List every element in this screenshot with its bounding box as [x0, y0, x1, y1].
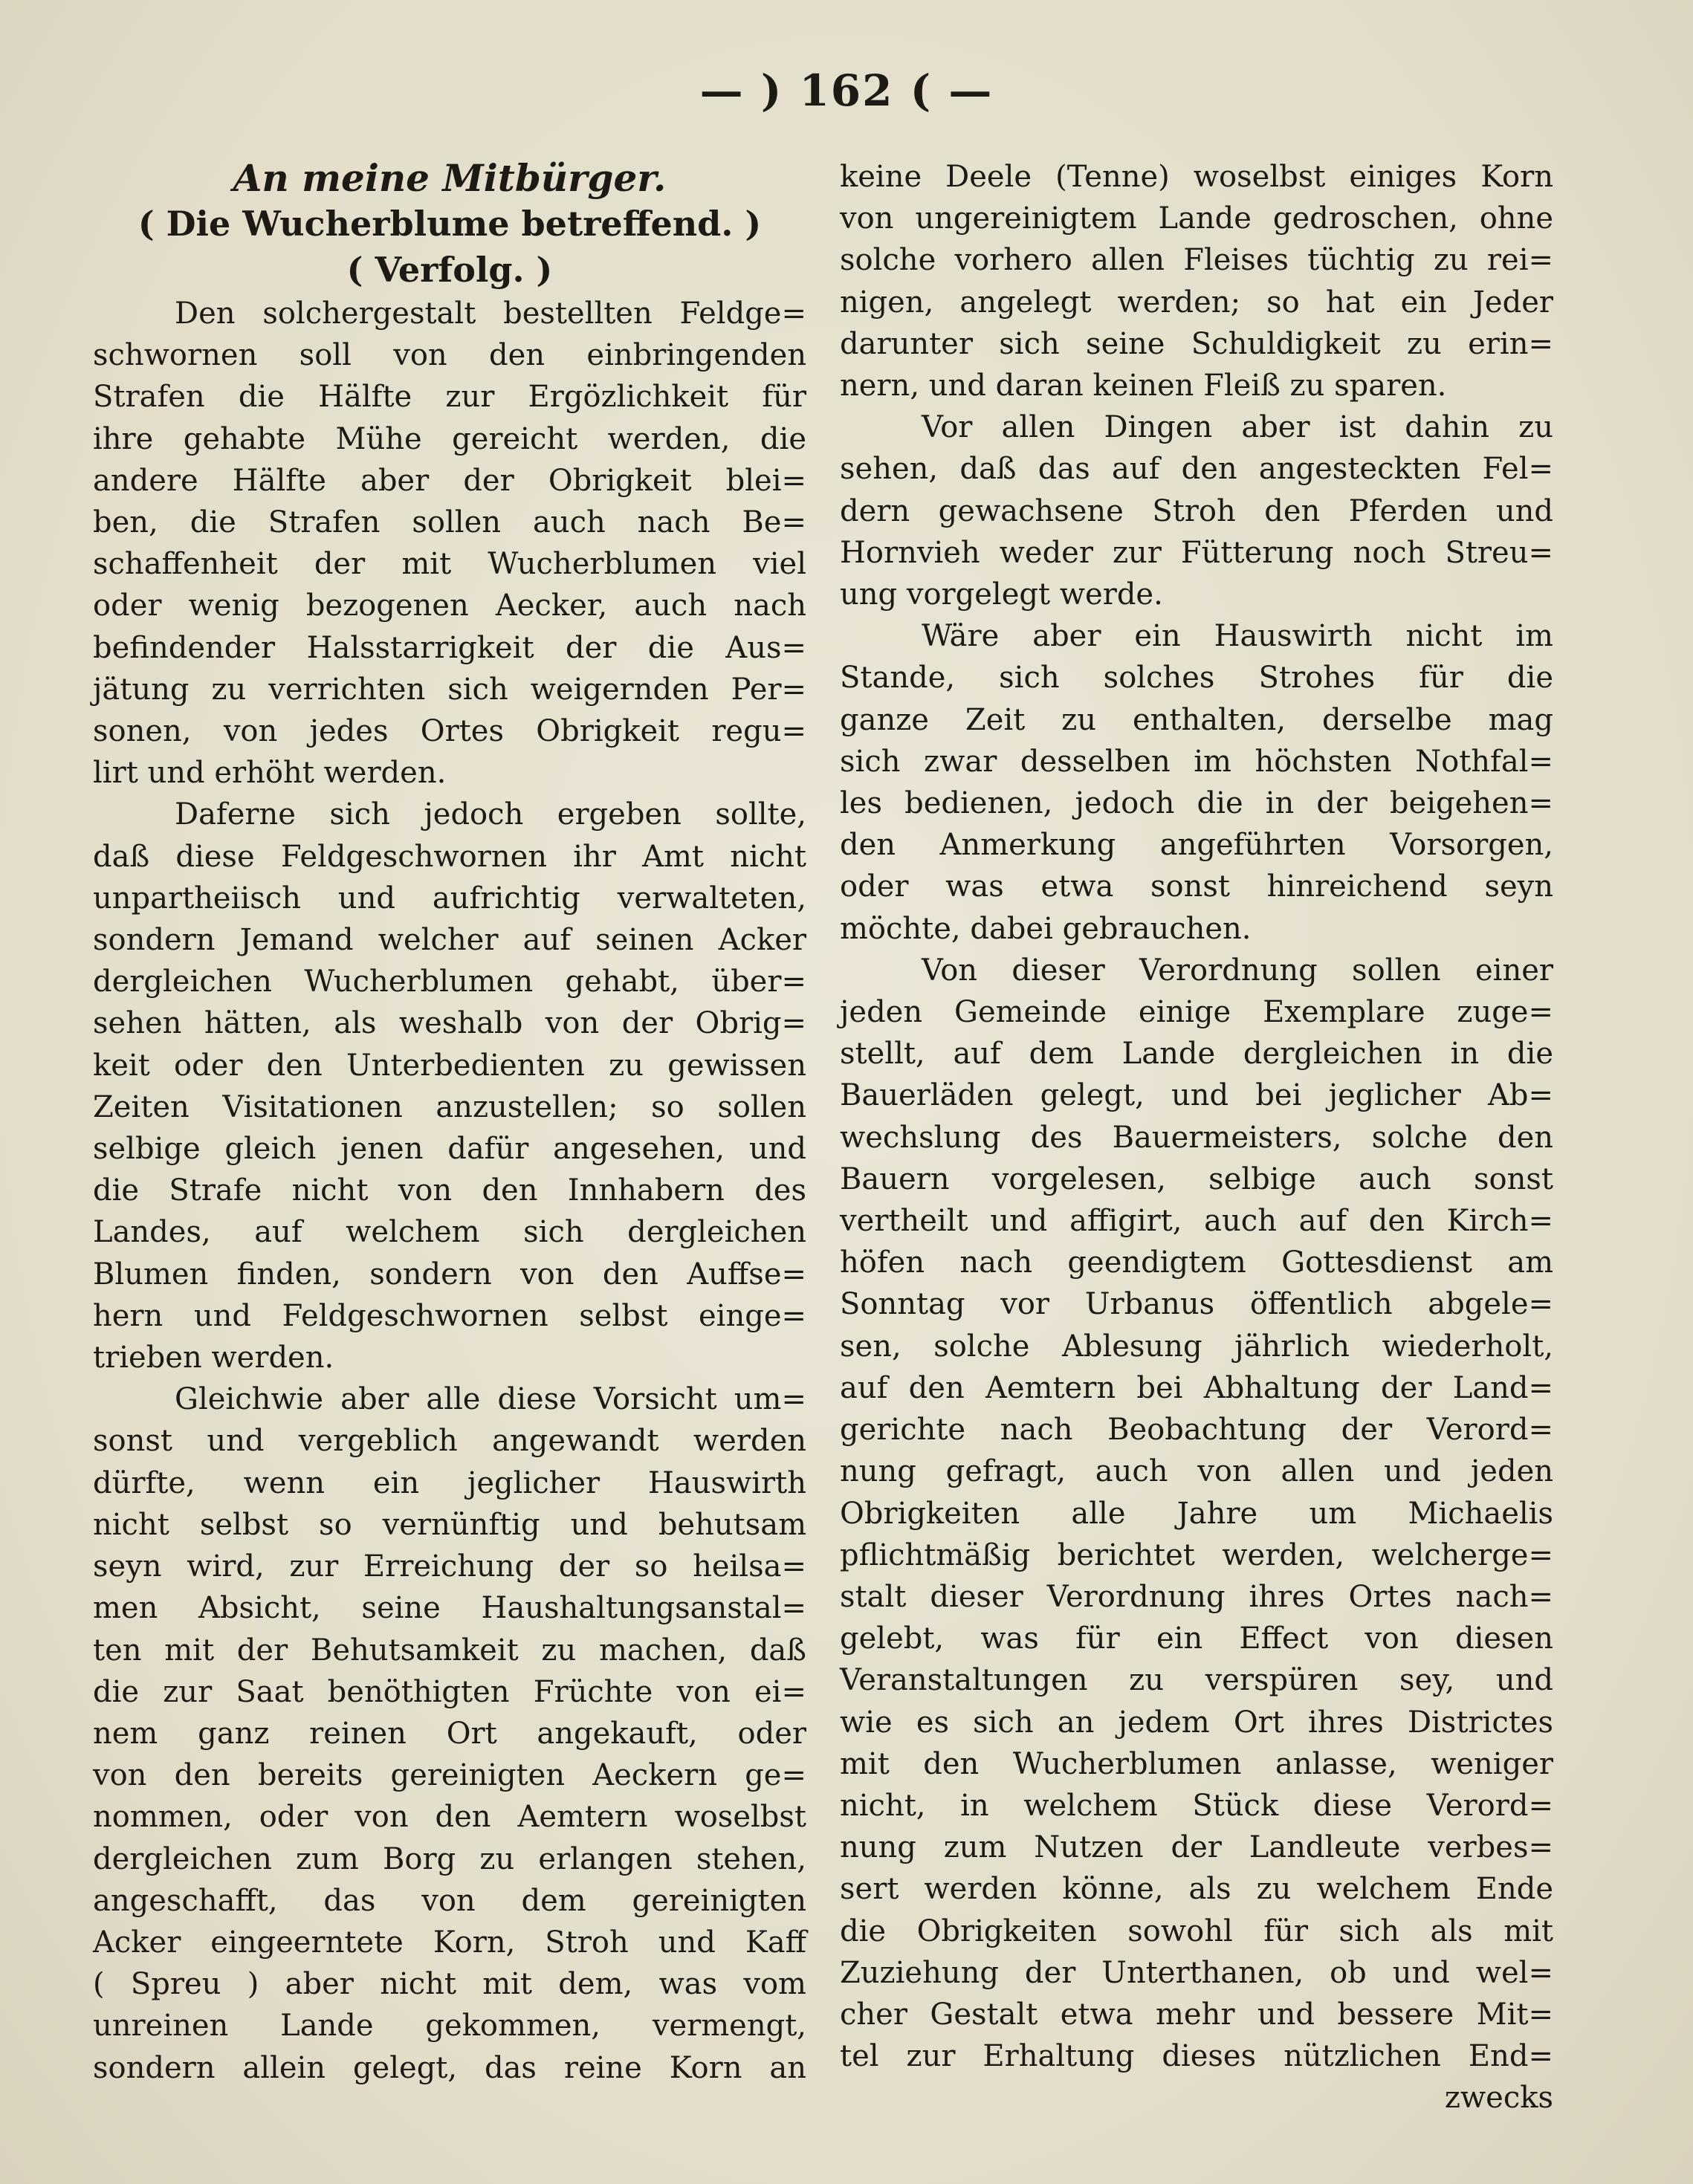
text-line: stellt, auf dem Lande dergleichen in die: [840, 1037, 1553, 1072]
text-line: die Strafe nicht von den Innhabern des: [93, 1173, 806, 1208]
left-column-text: [93, 293, 806, 2089]
text-line: stalt dieser Verordnung ihres Ortes nach=: [840, 1579, 1553, 1614]
text-line: keine Deele (Tenne) woselbst einiges Korn: [840, 160, 1553, 194]
text-line: sehen hätten, als weshalb von der Obrig=: [93, 1006, 806, 1041]
text-line: Strafen die Hälfte zur Ergözlichkeit für: [93, 380, 806, 415]
text-line: cher Gestalt etwa mehr und bessere Mit=: [840, 1997, 1553, 2032]
text-line: oder wenig bezogenen Aecker, auch nach: [93, 589, 806, 623]
text-line: ten mit der Behutsamkeit zu machen, daß: [93, 1633, 806, 1668]
text-line: unreinen Lande gekommen, vermengt,: [93, 2009, 806, 2044]
text-line: nommen, oder von den Aemtern woselbst: [93, 1800, 806, 1835]
text-line: Gleichwie aber alle diese Vorsicht um=: [175, 1382, 806, 1417]
text-line: Acker eingeerntete Korn, Stroh und Kaff: [93, 1925, 806, 1960]
page-number-header: — ) 162 ( —: [699, 65, 994, 116]
text-line: Stande, sich solches Strohes für die: [840, 661, 1553, 696]
text-line: mit den Wucherblumen anlasse, weniger: [840, 1746, 1553, 1781]
text-line: Blumen finden, sondern von den Auffse=: [93, 1257, 806, 1292]
text-line: trieben werden.: [93, 1341, 334, 1375]
text-line: nicht selbst so vernünftig und behutsam: [93, 1507, 806, 1542]
text-line: Bauern vorgelesen, selbige auch sonst: [840, 1161, 1553, 1196]
text-line: befindender Halsstarrigkeit der die Aus=: [93, 630, 806, 665]
text-line: sehen, daß das auf den angesteckten Fel=: [840, 452, 1553, 487]
text-line: dürfte, wenn ein jeglicher Hauswirth: [93, 1465, 806, 1500]
text-line: sen, solche Ablesung jährlich wiederholt,: [840, 1329, 1553, 1364]
text-line: Den solchergestalt bestellten Feldge=: [175, 297, 806, 331]
text-line: seyn wird, zur Erreichung der so heilsa=: [93, 1549, 806, 1584]
text-line: sondern Jemand welcher auf seinen Acker: [93, 923, 806, 958]
text-line: Vor allen Dingen aber ist dahin zu: [922, 410, 1553, 445]
text-line: sich zwar desselben im höchsten Nothfal=: [840, 744, 1553, 779]
text-line: solche vorhero allen Fleises tüchtig zu rei=: [840, 243, 1553, 278]
text-line: sonen, von jedes Ortes Obrigkeit regu=: [93, 714, 806, 749]
text-line: sert werden könne, als zu welchem Ende: [840, 1872, 1553, 1907]
text-line: ganze Zeit zu enthalten, derselbe mag: [840, 702, 1553, 737]
right-column: [840, 156, 1553, 2119]
text-line: nem ganz reinen Ort angekauft, oder: [93, 1716, 806, 1751]
text-line: Daferne sich jedoch ergeben sollte,: [175, 797, 806, 832]
text-line: pflichtmäßig berichtet werden, welcherge=: [840, 1537, 1553, 1572]
text-line: Von dieser Verordnung sollen einer: [922, 953, 1553, 988]
text-line: gerichte nach Beobachtung der Verord=: [840, 1413, 1553, 1448]
text-line: Bauerläden gelegt, und bei jeglicher Ab=: [840, 1078, 1553, 1113]
text-line: höfen nach geendigtem Gottesdienst am: [840, 1245, 1553, 1280]
text-line: wechslung des Bauermeisters, solche den: [840, 1120, 1553, 1155]
text-line: Wäre aber ein Hauswirth nicht im: [922, 619, 1553, 654]
text-line: vertheilt und affigirt, auch auf den Kirch=: [840, 1204, 1553, 1239]
continuation-note: ( Verfolg. ): [346, 250, 553, 290]
text-line: Sonntag vor Urbanus öffentlich abgele=: [840, 1287, 1553, 1322]
text-line: Zuziehung der Unterthanen, ob und wel=: [840, 1955, 1553, 1990]
text-line: wie es sich an jedem Ort ihres Districtes: [840, 1705, 1553, 1740]
text-line: schaffenheit der mit Wucherblumen viel: [93, 547, 806, 582]
text-line: oder was etwa sonst hinreichend seyn: [840, 869, 1553, 904]
text-line: andere Hälfte aber der Obrigkeit blei=: [93, 463, 806, 498]
catchword: zwecks: [1444, 2081, 1553, 2116]
text-line: daß diese Feldgeschwornen ihr Amt nicht: [93, 839, 806, 874]
text-line: die zur Saat benöthigten Früchte von ei=: [93, 1674, 806, 1709]
text-line: darunter sich seine Schuldigkeit zu erin=: [840, 326, 1553, 361]
text-line: schwornen soll von den einbringenden: [93, 338, 806, 373]
text-line: nung zum Nutzen der Landleute verbes=: [840, 1830, 1553, 1865]
text-line: auf den Aemtern bei Abhaltung der Land=: [840, 1370, 1553, 1405]
text-line: hern und Feldgeschwornen selbst einge=: [93, 1298, 806, 1333]
text-line: unpartheiisch und aufrichtig verwalteten,: [93, 881, 806, 916]
text-line: von den bereits gereinigten Aeckern ge=: [93, 1758, 806, 1793]
text-line: lirt und erhöht werden.: [93, 756, 447, 791]
text-line: jätung zu verrichten sich weigernden Per=: [93, 672, 806, 707]
text-line: nicht, in welchem Stück diese Verord=: [840, 1788, 1553, 1823]
text-line: ihre gehabte Mühe gereicht werden, die: [93, 421, 806, 456]
text-line: sondern allein gelegt, das reine Korn an: [93, 2050, 806, 2085]
text-line: dern gewachsene Stroh den Pferden und: [840, 493, 1553, 528]
text-line: ( Spreu ) aber nicht mit dem, was vom: [93, 1967, 806, 2002]
text-line: ben, die Strafen sollen auch nach Be=: [93, 505, 806, 540]
text-line: tel zur Erhaltung dieses nützlichen End=: [840, 2039, 1553, 2074]
text-line: nern, und daran keinen Fleiß zu sparen.: [840, 369, 1447, 404]
text-line: nigen, angelegt werden; so hat ein Jeder: [840, 285, 1553, 320]
text-line: möchte, dabei gebrauchen.: [840, 911, 1252, 946]
text-line: Obrigkeiten alle Jahre um Michaelis: [840, 1496, 1553, 1531]
text-line: keit oder den Unterbedienten zu gewissen: [93, 1048, 806, 1083]
text-line: men Absicht, seine Haushaltungsanstal=: [93, 1591, 806, 1626]
text-line: nung gefragt, auch von allen und jeden: [840, 1454, 1553, 1489]
text-line: angeschafft, das von dem gereinigten: [93, 1883, 806, 1918]
text-line: den Anmerkung angeführten Vorsorgen,: [840, 828, 1553, 863]
text-line: Hornvieh weder zur Fütterung noch Streu=: [840, 535, 1553, 570]
text-line: dergleichen Wucherblumen gehabt, über=: [93, 965, 806, 999]
text-line: Veranstaltungen zu verspüren sey, und: [840, 1663, 1553, 1698]
text-line: die Obrigkeiten sowohl für sich als mit: [840, 1914, 1553, 1948]
text-line: selbige gleich jenen dafür angesehen, und: [93, 1132, 806, 1167]
text-line: sonst und vergeblich angewandt werden: [93, 1424, 806, 1459]
article-title: An meine Mitbürger.: [233, 156, 667, 200]
text-line: les bedienen, jedoch die in der beigehen=: [840, 786, 1553, 821]
text-line: dergleichen zum Borg zu erlangen stehen,: [93, 1841, 806, 1876]
text-line: gelebt, was für ein Effect von diesen: [840, 1621, 1553, 1656]
text-line: Landes, auf welchem sich dergleichen: [93, 1215, 806, 1250]
text-line: von ungereinigtem Lande gedroschen, ohne: [840, 201, 1553, 236]
text-line: ung vorgelegt werde.: [840, 577, 1163, 612]
article-subtitle: ( Die Wucherblume betreffend. ): [137, 204, 762, 244]
text-line: Zeiten Visitationen anzustellen; so sollen: [93, 1089, 806, 1124]
left-column: [93, 156, 806, 2089]
text-line: jeden Gemeinde einige Exemplare zuge=: [840, 995, 1553, 1030]
